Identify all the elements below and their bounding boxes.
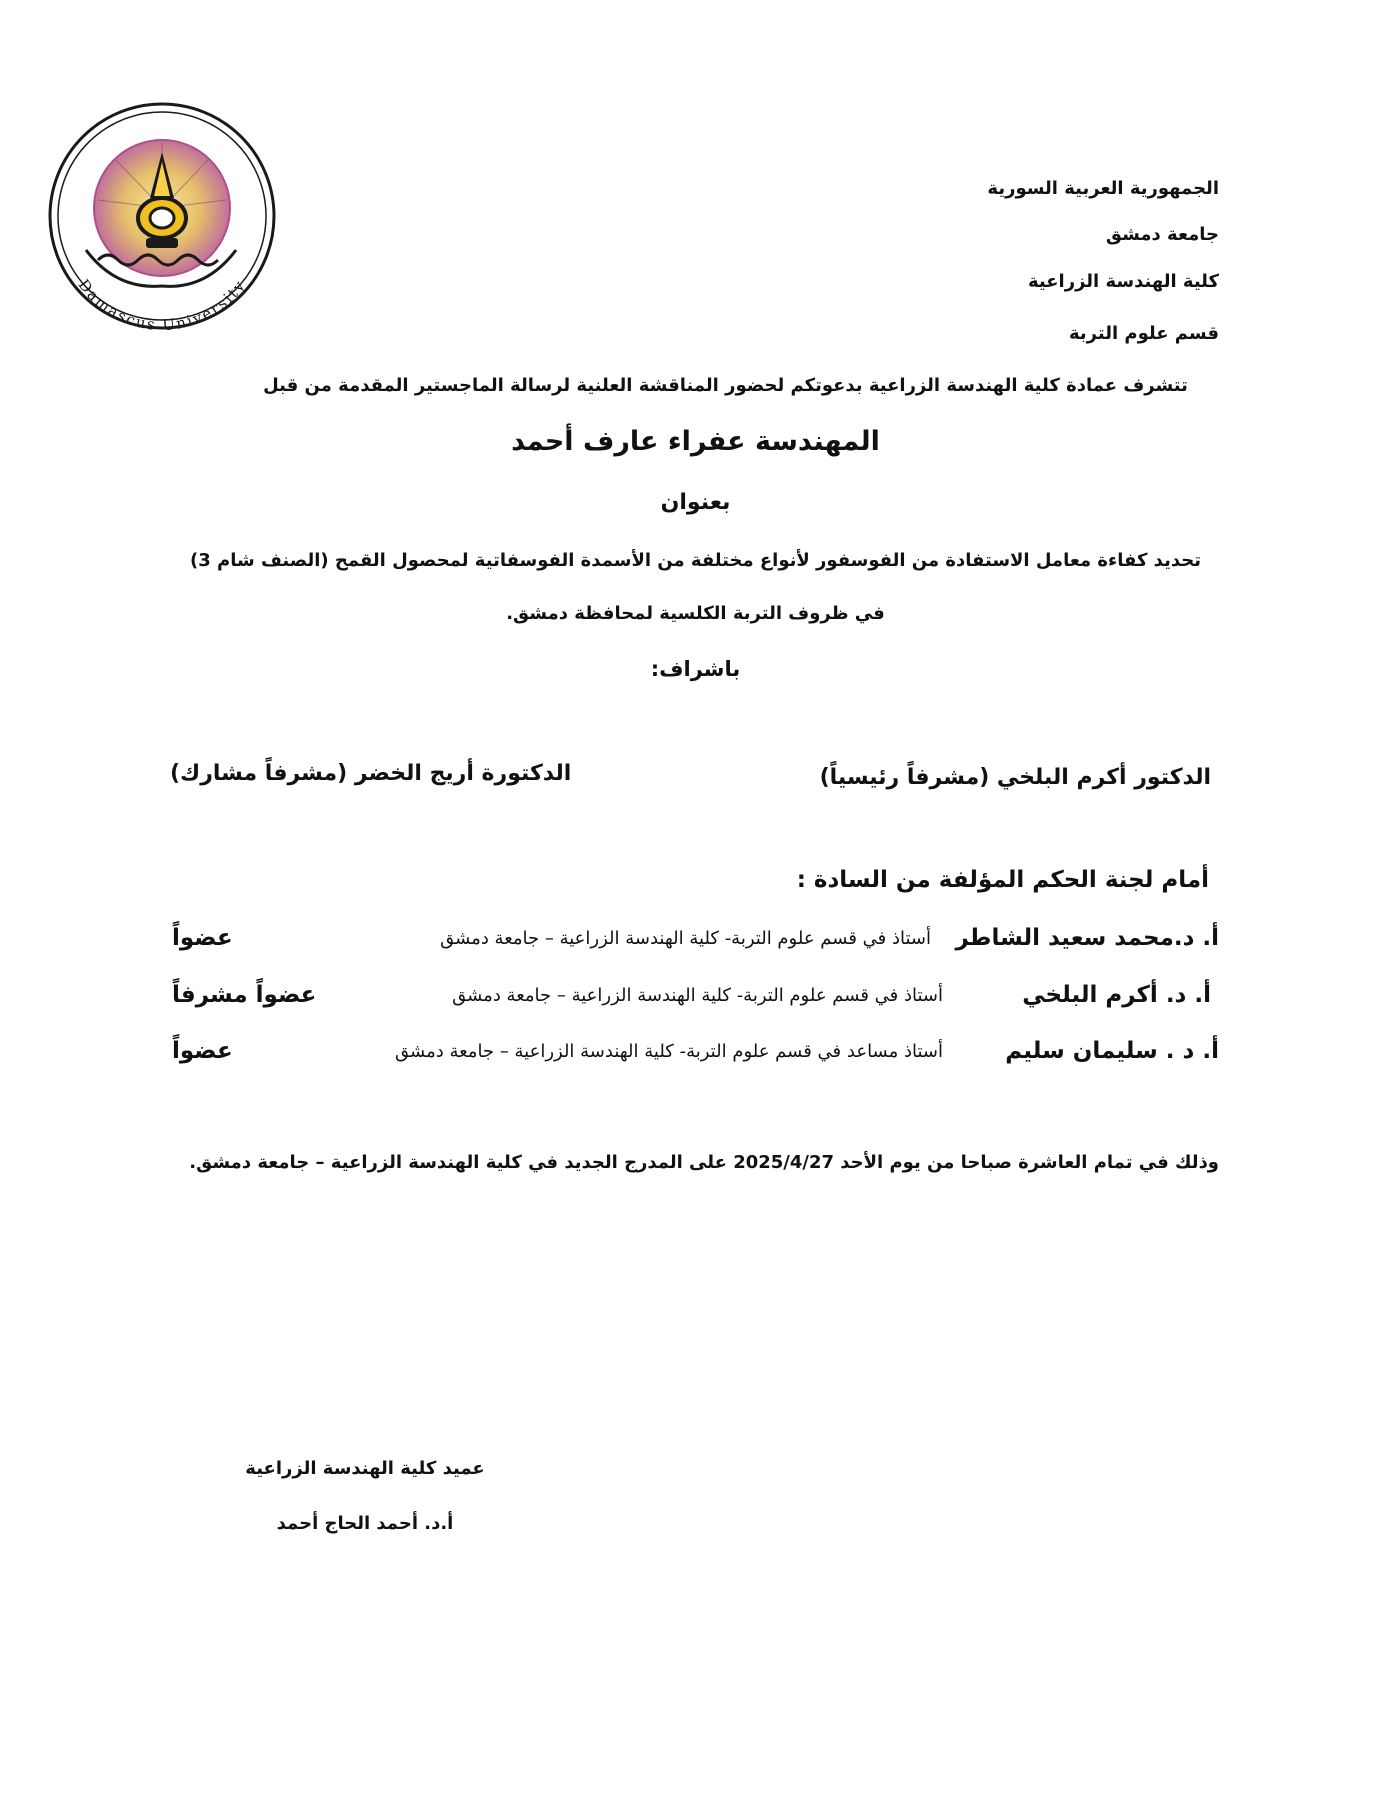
university-logo <box>46 100 278 332</box>
title-label: بعنوان <box>660 490 731 515</box>
dean-name: أ.د. أحمد الحاج أحمد <box>276 1513 454 1534</box>
member-position: أستاذ في قسم علوم التربة- كلية الهندسة الزراعية – جامعة دمشق <box>452 985 943 1006</box>
invitation-text: تتشرف عمادة كلية الهندسة الزراعية بدعوتكم لحضور المناقشة العلنية لرسالة الماجستير المقدمة من قبل <box>263 375 1188 396</box>
member-name: أ. د. أكرم البلخي <box>1022 982 1211 1008</box>
oil-lamp-emblem-icon <box>46 100 278 332</box>
supervisor-main: الدكتور أكرم البلخي (مشرفاً رئيسياً) <box>819 765 1211 790</box>
member-name: أ. د.محمد سعيد الشاطر <box>955 925 1219 951</box>
svg-text:Damascus University: Damascus University <box>74 275 250 332</box>
member-position: أستاذ مساعد في قسم علوم التربة- كلية الهندسة الزراعية – جامعة دمشق <box>395 1041 943 1062</box>
member-position: أستاذ في قسم علوم التربة- كلية الهندسة الزراعية – جامعة دمشق <box>440 928 931 949</box>
member-name: أ. د . سليمان سليم <box>1005 1038 1219 1064</box>
supervision-label: باشراف: <box>650 657 741 681</box>
committee-member <box>0 982 1391 1022</box>
member-role: عضواً <box>172 1038 233 1064</box>
thesis-title-line2: في ظروف التربة الكلسية لمحافظة دمشق. <box>506 603 885 624</box>
supervisor-co: الدكتورة أريج الخضر (مشرفاً مشارك) <box>170 761 572 786</box>
header-department: قسم علوم التربة <box>1068 323 1219 344</box>
dean-title: عميد كلية الهندسة الزراعية <box>245 1458 485 1479</box>
committee-member <box>0 925 1391 965</box>
member-role: عضواً مشرفاً <box>172 982 317 1008</box>
committee-member <box>0 1038 1391 1078</box>
member-role: عضواً <box>172 925 233 951</box>
committee-label: أمام لجنة الحكم المؤلفة من السادة : <box>796 867 1209 893</box>
schedule-text: وذلك في تمام العاشرة صباحا من يوم الأحد 2025/4/27 على المدرج الجديد في كلية الهندسة الزراعية – جامعة دمشق. <box>189 1152 1219 1173</box>
header-country: الجمهورية العربية السورية <box>987 178 1219 199</box>
header-university: جامعة دمشق <box>1105 224 1219 245</box>
candidate-name: المهندسة عفراء عارف أحمد <box>511 426 880 457</box>
header-faculty: كلية الهندسة الزراعية <box>1027 271 1219 292</box>
thesis-title-line1: تحديد كفاءة معامل الاستفادة من الفوسفور لأنواع مختلفة من الأسمدة الفوسفاتية لمحصول القمح (الصنف شام 3) <box>190 550 1201 571</box>
